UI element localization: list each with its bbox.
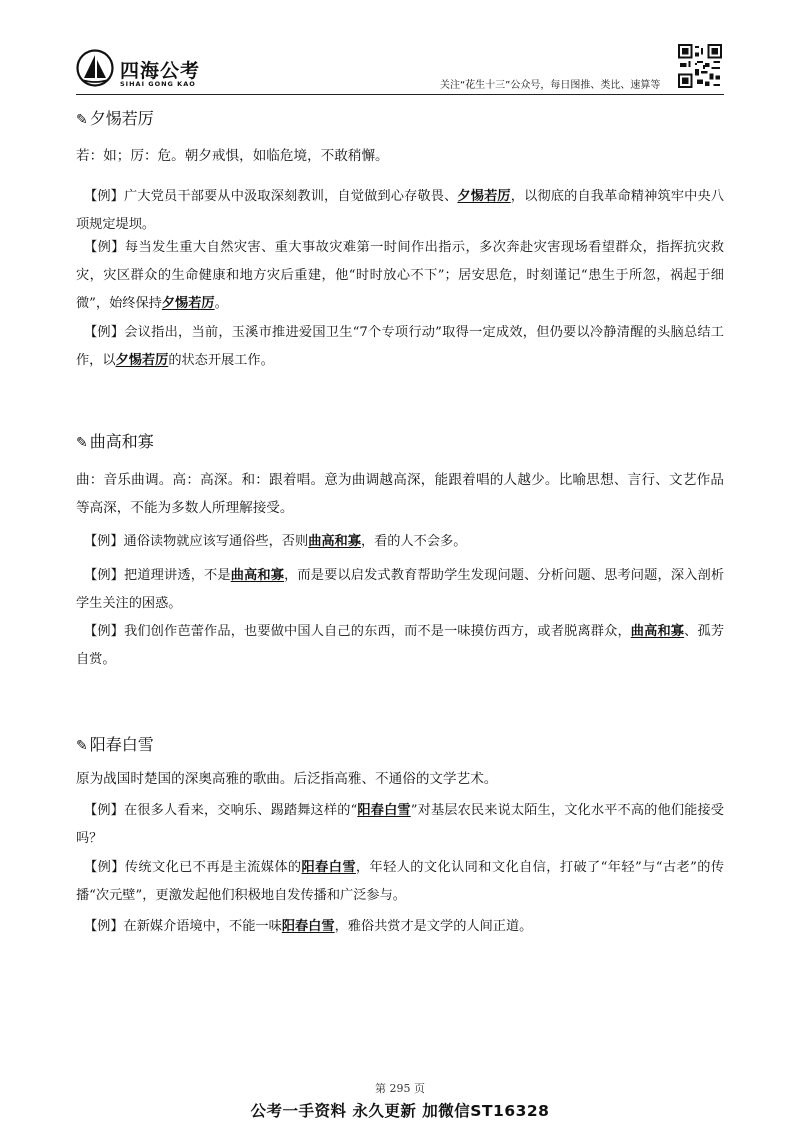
idiom-keyword: 曲高和寡	[230, 568, 285, 583]
sailboat-logo-icon	[76, 49, 114, 87]
idiom-keyword: 曲高和寡	[308, 534, 361, 549]
idiom-keyword: 夕惕若厉	[161, 296, 215, 311]
idiom-title: ✎ 曲高和寡	[76, 432, 154, 451]
page-number: 第 295 页	[375, 1082, 425, 1095]
example-sentence: 【例】我们创作芭蕾作品，也要做中国人自己的东西，而不是一味摸仿西方，或者脱离群众，曲高和寡、孤芳自赏。	[76, 624, 725, 667]
idiom-keyword: 夕惕若厉	[115, 353, 169, 368]
example-sentence: 【例】传统文化已不再是主流媒体的阳春白雪，年轻人的文化认同和文化自信，打破了“年轻”与“古老”的传播“次元壁”，更激发起他们积极地自发传播和广泛参与。	[76, 860, 725, 903]
example-sentence: 【例】广大党员干部要从中汲取深刻教训，自觉做到心存敬畏、夕惕若厉，以彻底的自我革命精神筑牢中央八项规定堤坝。	[76, 189, 725, 232]
idiom-keyword: 阳春白雪	[281, 919, 335, 934]
example-sentence: 【例】把道理讲透，不是曲高和寡，而是要以启发式教育帮助学生发现问题、分析问题、思考问题，深入剖析学生关注的困惑。	[76, 568, 725, 611]
logo-subtext: SIHAI GONG KAO	[120, 80, 196, 88]
pencil-icon: ✎	[76, 738, 88, 754]
pencil-icon: ✎	[76, 112, 88, 128]
idiom-title: ✎ 夕惕若厉	[76, 109, 154, 128]
idiom-keyword: 曲高和寡	[630, 624, 685, 639]
example-sentence: 【例】通俗读物就应该写通俗些，否则曲高和寡，看的人不会多。	[84, 534, 467, 549]
idiom-keyword: 夕惕若厉	[457, 189, 511, 204]
example-sentence: 【例】每当发生重大自然灾害、重大事故灾难第一时间作出指示，多次奔赴灾害现场看望群众，指挥抗灾救灾，灾区群众的生命健康和地方灾后重建，他“时时放心不下”；居安思危，时刻谨记“患生于所忽，祸起于细微”，始终保持夕惕若厉。	[76, 240, 724, 311]
idiom-keyword: 阳春白雪	[301, 860, 356, 875]
logo-text: 四海公考	[120, 60, 201, 82]
idiom-definition: 原为战国时楚国的深奥高雅的歌曲。后泛指高雅、不通俗的文学艺术。	[76, 771, 498, 787]
page-header	[0, 0, 800, 100]
example-sentence: 【例】在很多人看来，交响乐、踢踏舞这样的“阳春白雪”对基层农民来说太陌生，文化水平不高的他们能接受吗？	[76, 803, 724, 846]
idiom-keyword: 阳春白雪	[357, 803, 411, 818]
footer-notice: 公考一手资料 永久更新 加微信ST16328	[250, 1102, 550, 1120]
example-sentence: 【例】在新媒介语境中，不能一味阳春白雪，雅俗共赏才是文学的人间正道。	[84, 919, 533, 934]
qr-code-icon	[678, 44, 722, 88]
idiom-title: ✎ 阳春白雪	[76, 735, 154, 754]
header-divider	[76, 94, 724, 95]
example-sentence: 【例】会议指出，当前，玉溪市推进爱国卫生“7个专项行动”取得一定成效，但仍要以冷静清醒的头脑总结工作，以夕惕若厉的状态开展工作。	[76, 325, 724, 368]
pencil-icon: ✎	[76, 435, 88, 451]
idiom-definition: 曲：音乐曲调。高：高深。和：跟着唱。意为曲调越高深，能跟着唱的人越少。比喻思想、言行、文艺作品等高深，不能为多数人所理解接受。	[76, 472, 724, 516]
idiom-definition: 若：如；厉：危。朝夕戒惧，如临危境，不敢稍懈。	[76, 148, 389, 164]
header-tagline: 关注“花生十三”公众号，每日图推、类比、速算等	[440, 80, 661, 91]
